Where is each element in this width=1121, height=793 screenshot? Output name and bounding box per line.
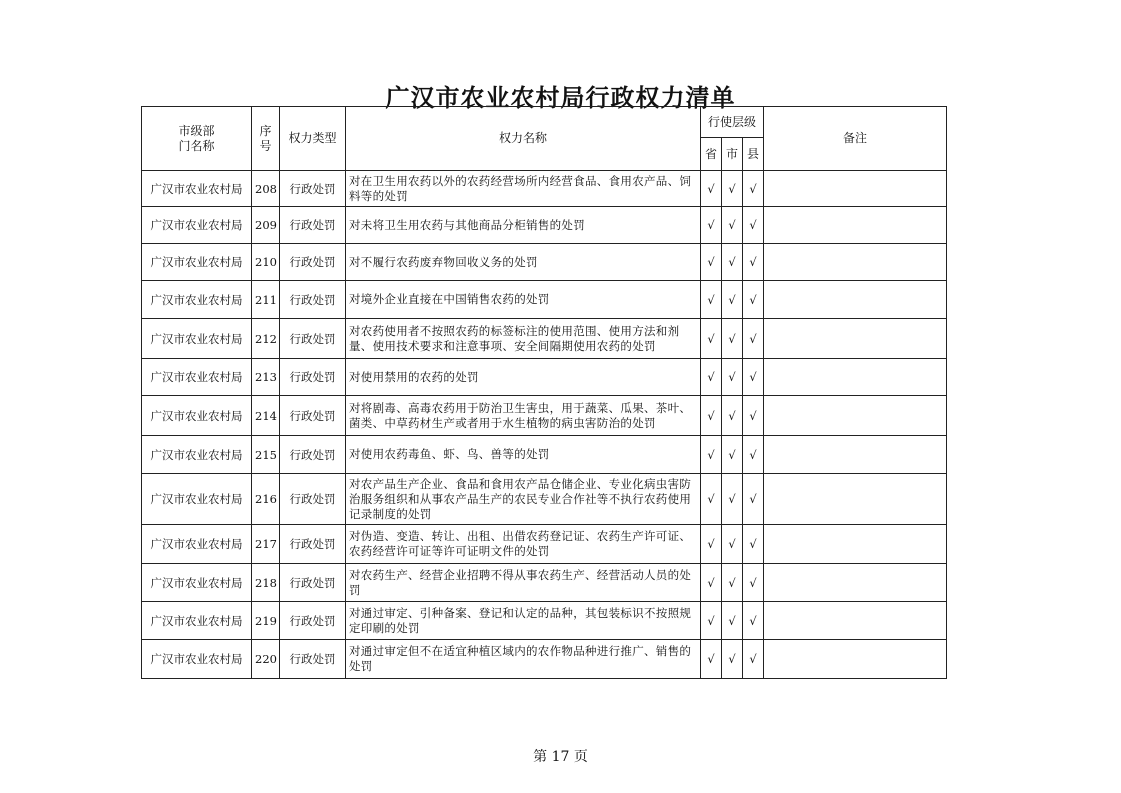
row-power-name: 对境外企业直接在中国销售农药的处罚 [346,281,701,319]
row-dept: 广汉市农业农村局 [142,171,252,207]
row-level-county: √ [743,319,764,359]
row-note [764,564,947,602]
row-note [764,396,947,436]
row-dept: 广汉市农业农村局 [142,207,252,244]
row-level-city: √ [722,474,743,525]
row-level-province: √ [701,207,722,244]
row-dept: 广汉市农业农村局 [142,436,252,474]
row-level-province: √ [701,281,722,319]
row-level-province: √ [701,171,722,207]
row-note [764,171,947,207]
row-power-type: 行政处罚 [280,436,346,474]
row-level-city: √ [722,602,743,640]
row-level-province: √ [701,602,722,640]
row-level-city: √ [722,640,743,679]
power-list-table [141,106,947,679]
row-note [764,281,947,319]
row-power-type: 行政处罚 [280,474,346,525]
row-power-type: 行政处罚 [280,396,346,436]
row-level-county: √ [743,171,764,207]
row-level-city: √ [722,244,743,281]
row-note [764,602,947,640]
table-row [142,319,947,359]
row-power-name: 对伪造、变造、转让、出租、出借农药登记证、农药生产许可证、农药经营许可证等许可证明文件的处罚 [346,525,701,564]
row-note [764,207,947,244]
row-level-county: √ [743,525,764,564]
row-level-province: √ [701,396,722,436]
row-note [764,474,947,525]
table-row [142,359,947,396]
page-title: 广汉市农业农村局行政权力清单 [385,83,736,112]
row-dept: 广汉市农业农村局 [142,319,252,359]
header-dept: 市级部门名称 [142,107,252,171]
row-level-county: √ [743,602,764,640]
row-power-type: 行政处罚 [280,640,346,679]
row-number: 208 [252,171,280,207]
row-level-city: √ [722,319,743,359]
row-level-county: √ [743,359,764,396]
row-power-name: 对农药生产、经营企业招聘不得从事农药生产、经营活动人员的处罚 [346,564,701,602]
row-power-name: 对使用农药毒鱼、虾、鸟、兽等的处罚 [346,436,701,474]
row-level-county: √ [743,396,764,436]
row-level-city: √ [722,207,743,244]
header-type: 权力类型 [280,107,346,171]
row-dept: 广汉市农业农村局 [142,359,252,396]
row-number: 217 [252,525,280,564]
row-level-county: √ [743,281,764,319]
row-power-type: 行政处罚 [280,525,346,564]
table-row [142,640,947,679]
row-power-name: 对通过审定、引种备案、登记和认定的品种，其包装标识不按照规定印刷的处罚 [346,602,701,640]
row-dept: 广汉市农业农村局 [142,281,252,319]
table-row [142,564,947,602]
row-level-province: √ [701,359,722,396]
row-power-type: 行政处罚 [280,564,346,602]
row-dept: 广汉市农业农村局 [142,396,252,436]
row-note [764,525,947,564]
table-row [142,244,947,281]
row-number: 218 [252,564,280,602]
table-row [142,207,947,244]
row-level-province: √ [701,525,722,564]
row-power-type: 行政处罚 [280,171,346,207]
header-level-province: 省 [701,138,722,171]
row-level-city: √ [722,396,743,436]
header-note: 备注 [764,107,947,171]
row-note [764,359,947,396]
row-number: 216 [252,474,280,525]
row-power-name: 对通过审定但不在适宜种植区域内的农作物品种进行推广、销售的处罚 [346,640,701,679]
page-number: 第 17 页 [533,749,588,765]
table-row [142,281,947,319]
row-number: 219 [252,602,280,640]
row-note [764,640,947,679]
row-power-name: 对农药使用者不按照农药的标签标注的使用范围、使用方法和剂量、使用技术要求和注意事项、安全间隔期使用农药的处罚 [346,319,701,359]
row-number: 211 [252,281,280,319]
row-power-name: 对将剧毒、高毒农药用于防治卫生害虫，用于蔬菜、瓜果、茶叶、菌类、中草药材生产或者用于水生植物的病虫害防治的处罚 [346,396,701,436]
row-power-name: 对农产品生产企业、食品和食用农产品仓储企业、专业化病虫害防治服务组织和从事农产品生产的农民专业合作社等不执行农药使用记录制度的处罚 [346,474,701,525]
row-level-county: √ [743,564,764,602]
row-dept: 广汉市农业农村局 [142,244,252,281]
row-power-type: 行政处罚 [280,244,346,281]
row-level-city: √ [722,525,743,564]
row-level-city: √ [722,359,743,396]
row-number: 213 [252,359,280,396]
row-dept: 广汉市农业农村局 [142,640,252,679]
row-number: 214 [252,396,280,436]
row-level-province: √ [701,436,722,474]
row-level-province: √ [701,640,722,679]
row-level-province: √ [701,319,722,359]
row-note [764,436,947,474]
row-level-province: √ [701,474,722,525]
row-number: 212 [252,319,280,359]
table-row [142,474,947,525]
table-row [142,171,947,207]
row-power-name: 对不履行农药废弃物回收义务的处罚 [346,244,701,281]
row-power-name: 对使用禁用的农药的处罚 [346,359,701,396]
row-number: 209 [252,207,280,244]
row-level-county: √ [743,640,764,679]
row-number: 215 [252,436,280,474]
row-level-county: √ [743,474,764,525]
header-level: 行使层级 [701,107,764,138]
row-level-county: √ [743,207,764,244]
row-power-type: 行政处罚 [280,602,346,640]
table-row [142,396,947,436]
row-power-type: 行政处罚 [280,319,346,359]
row-level-county: √ [743,244,764,281]
header-num: 序号 [252,107,280,171]
row-dept: 广汉市农业农村局 [142,602,252,640]
row-dept: 广汉市农业农村局 [142,474,252,525]
row-number: 220 [252,640,280,679]
row-level-province: √ [701,244,722,281]
row-power-name: 对未将卫生用农药与其他商品分柜销售的处罚 [346,207,701,244]
row-power-type: 行政处罚 [280,281,346,319]
row-dept: 广汉市农业农村局 [142,564,252,602]
row-level-county: √ [743,436,764,474]
header-level-city: 市 [722,138,743,171]
row-level-city: √ [722,281,743,319]
row-power-name: 对在卫生用农药以外的农药经营场所内经营食品、食用农产品、饲料等的处罚 [346,171,701,207]
row-note [764,244,947,281]
row-dept: 广汉市农业农村局 [142,525,252,564]
table-row [142,436,947,474]
row-note [764,319,947,359]
row-power-type: 行政处罚 [280,207,346,244]
row-level-city: √ [722,564,743,602]
table-row [142,602,947,640]
header-level-county: 县 [743,138,764,171]
row-level-city: √ [722,171,743,207]
table-row [142,525,947,564]
row-power-type: 行政处罚 [280,359,346,396]
header-name: 权力名称 [346,107,701,171]
row-level-city: √ [722,436,743,474]
row-number: 210 [252,244,280,281]
row-level-province: √ [701,564,722,602]
